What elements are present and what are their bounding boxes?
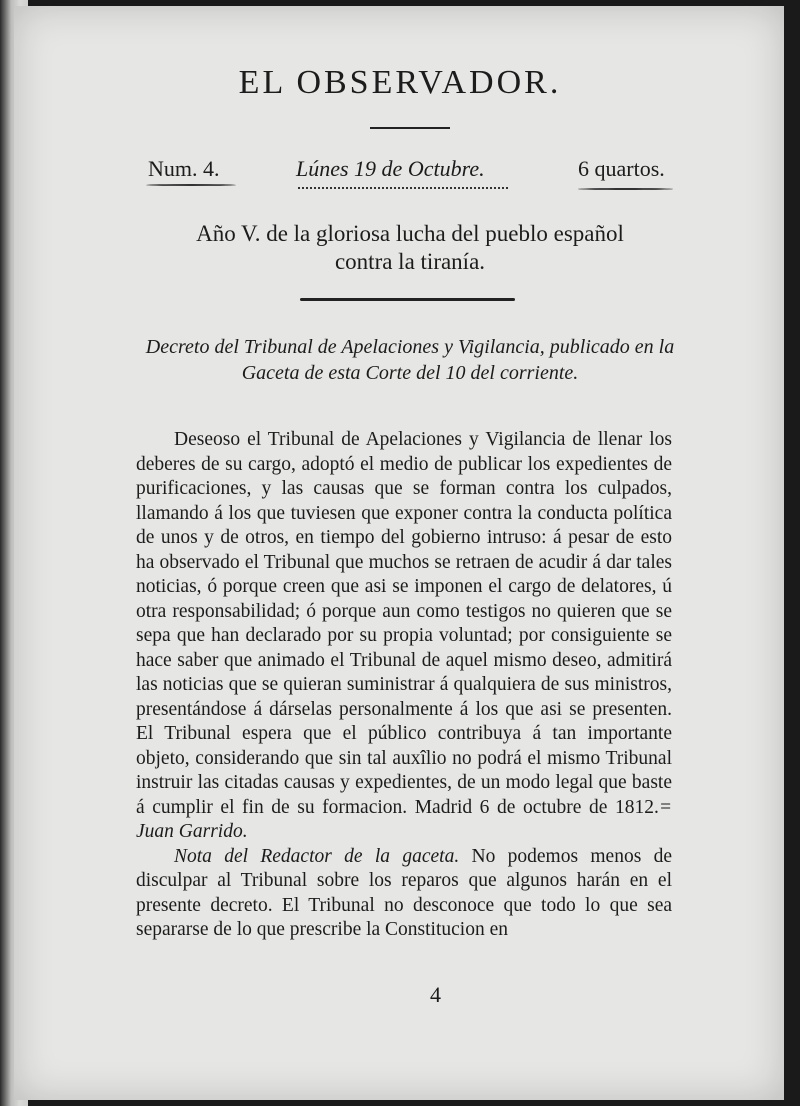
signature: = Juan Garrido. (136, 796, 672, 842)
page-number: 4 (430, 982, 441, 1007)
issue-date-underline (298, 187, 508, 189)
editor-note-label: Nota del Redactor de la gaceta. (174, 845, 460, 867)
section-divider (300, 298, 515, 301)
issue-price: 6 quartos. (578, 156, 665, 181)
title-divider (370, 127, 450, 129)
issue-price-underline (578, 188, 673, 190)
editor-note-paragraph (136, 845, 672, 943)
year-dedication (120, 220, 700, 276)
issue-date: Lúnes 19 de Octubre. (296, 156, 485, 181)
newspaper-title: EL OBSERVADOR. (238, 64, 562, 101)
decree-text: Deseoso el Tribunal de Apelaciones y Vigilancia de llenar los deberes de su cargo, adoptó el medio de publicar los expedientes de purificaciones, y las causas que se forman contra los culpados, llamando á los que tuviesen que exponer contra la conducta política de unos y de otros, en tiempo del gobierno intruso: á pesar de esto ha observado el Tribunal que muchos se retraen de acudir á dar tales noticias, ó porque creen que asi se imponen el cargo de delatores, ú otra responsabilidad; ó porque aun como testigos no quieren que se sepa que han declarado por su propia voluntad; por consiguiente se hace saber que animado el Tribunal de aquel mismo deseo, admitirá las noticias que se quieran suministrar á qualquiera de sus ministros, presentándose á dárselas personalmente á los que asi se presenten. El Tribunal espera que el público contribuya á tan importante objeto, considerando que sin tal auxîlio no podrá el mismo Tribunal instruir las citadas causas y expedientes, de un modo legal que baste á cumplir el fin de su formacion. Madrid 6 de octubre de 1812. (136, 429, 672, 818)
decree-paragraph (136, 428, 672, 845)
year-dedication-line2: contra la tiranía. (334, 249, 486, 274)
decree-title: Decreto del Tribunal de Apelaciones y Vigilancia, publicado en la Gaceta de esta Corte del 10 del corriente. (145, 336, 675, 384)
issue-number: Num. 4. (148, 156, 220, 181)
editor-note-text: No podemos menos de disculpar al Tribunal sobre los reparos que algunos harán en el presente decreto. El Tribunal no desconoce que todo lo que sea separarse de lo que prescribe la Constitucion en (136, 845, 672, 940)
year-dedication-line1: Año V. de la gloriosa lucha del pueblo español (196, 221, 624, 246)
issue-number-underline (146, 184, 236, 186)
article-body (136, 428, 672, 943)
